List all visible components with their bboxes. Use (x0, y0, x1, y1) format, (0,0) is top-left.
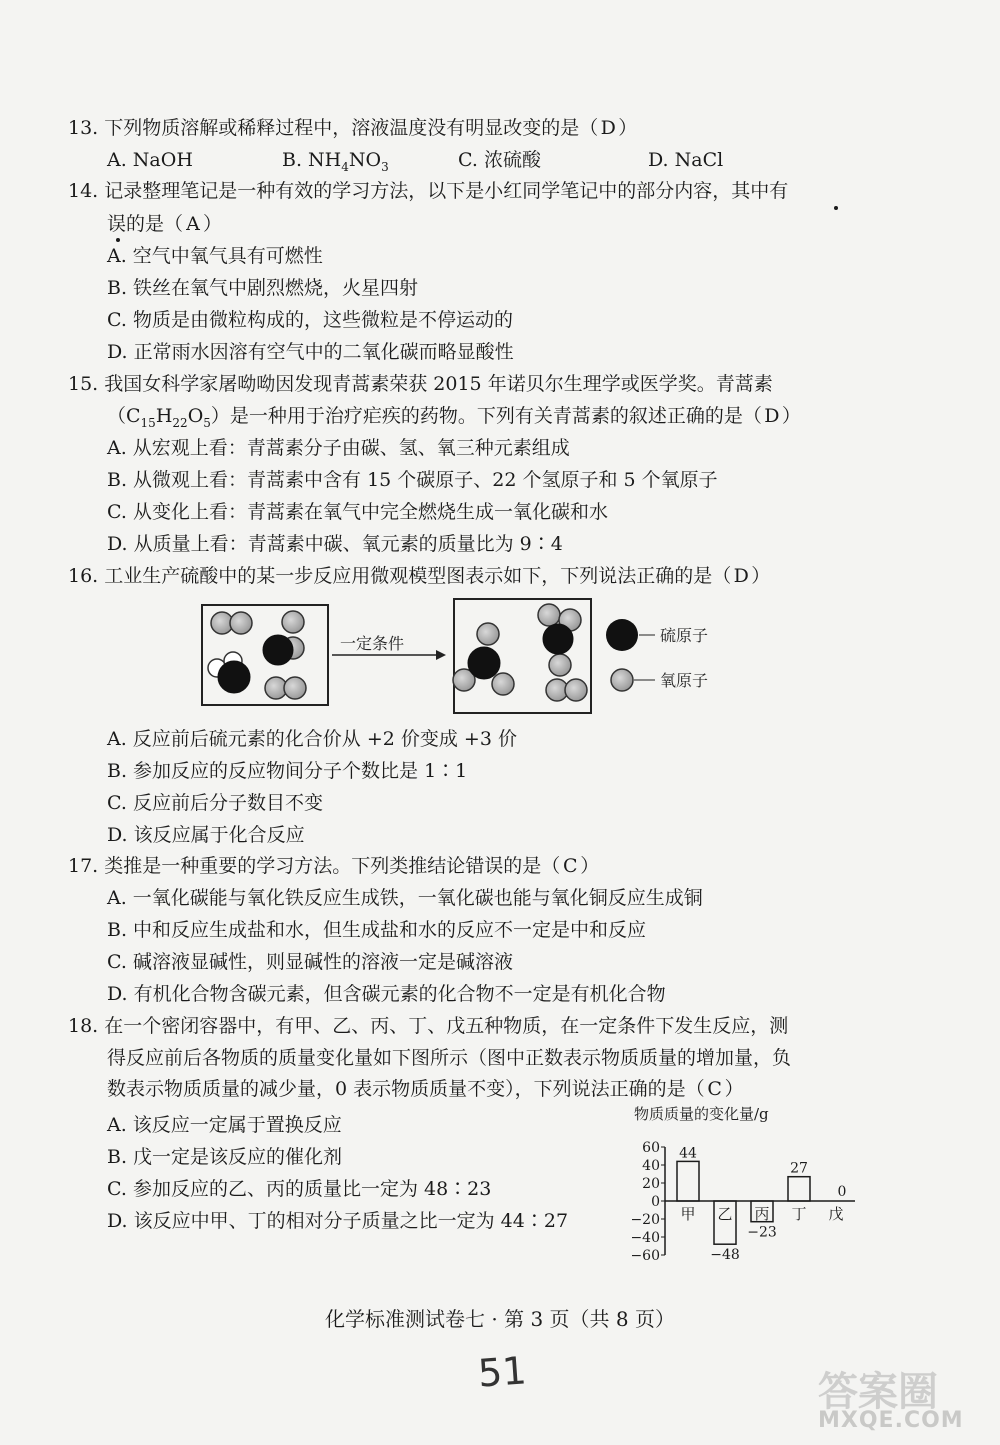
bar-value-label: 27 (790, 1160, 808, 1177)
watermark-logo: 答案圈 (818, 1369, 938, 1415)
q15-formula-o: O (187, 405, 204, 427)
bar-value-label: −48 (710, 1247, 740, 1264)
bar-value-label: 44 (679, 1145, 697, 1162)
handwritten-page-number: 51 (476, 1348, 528, 1396)
q15-formula-sub3: 5 (203, 415, 211, 430)
q18-option-c: C. 参加反应的乙、丙的质量比一定为 48∶23 (107, 1178, 492, 1200)
q14-option-d: D. 正常雨水因溶有空气中的二氧化碳而略显酸性 (107, 341, 514, 363)
q18-close: ） (724, 1078, 744, 1100)
q18-stem: 18. 在一个密闭容器中，有甲、乙、丙、丁、戊五种物质，在一定条件下发生反应，测 (68, 1015, 789, 1037)
q14-stem-line2 (107, 213, 222, 236)
page-footer: 化学标准测试卷七 · 第 3 页（共 8 页） (325, 1307, 675, 1331)
q16-answer: D (733, 565, 749, 587)
q14-stem2-text: 误的是（ (107, 213, 184, 235)
arrow-label: 一定条件 (340, 634, 405, 653)
q15-formula-h: H (155, 405, 173, 427)
q13-option-b-sub2: 3 (381, 159, 389, 174)
mass-change-bar-chart (620, 1103, 860, 1281)
q18-stem-line2: 得反应前后各物质的质量变化量如下图所示（图中正数表示物质质量的增加量，负 (107, 1047, 792, 1069)
q18-answer: C (707, 1078, 722, 1100)
q14-option-c: C. 物质是由微粒构成的，这些微粒是不停运动的 (107, 309, 513, 331)
q13-option-b-pre: B. NH (282, 149, 342, 171)
q13-close: ） (618, 117, 638, 139)
q13-option-a: A. NaOH (107, 149, 193, 171)
q16-option-a: A. 反应前后硫元素的化合价从 +2 价变成 +3 价 (107, 728, 517, 750)
product-molecule-so3 (453, 623, 514, 695)
q15-answer: D (764, 405, 780, 427)
q17-option-d: D. 有机化合物含碳元素，但含碳元素的化合物不一定是有机化合物 (107, 983, 666, 1005)
q13-stem (68, 117, 637, 140)
category-label: 丙 (754, 1205, 770, 1223)
y-tick-label: 60 (642, 1140, 660, 1156)
q17-option-b: B. 中和反应生成盐和水，但生成盐和水的反应不一定是中和反应 (107, 919, 647, 941)
product-molecule-so3 (538, 604, 581, 676)
category-label: 乙 (717, 1205, 733, 1223)
reaction-model-diagram (190, 597, 750, 719)
q13-option-b-mid: NO (348, 149, 382, 171)
chart-title: 物质质量的变化量/g (634, 1105, 769, 1123)
emphasis-dot (834, 206, 838, 210)
watermark (818, 1360, 988, 1440)
q17-answer: C (562, 855, 578, 877)
q15-option-c: C. 从变化上看：青蒿素在氧气中完全燃烧生成一氧化碳和水 (107, 501, 608, 523)
q17-option-c: C. 碱溶液显碱性，则显碱性的溶液一定是碱溶液 (107, 951, 513, 973)
arrow-head (436, 650, 446, 660)
q15-option-b: B. 从微观上看：青蒿素中含有 15 个碳原子、22 个氢原子和 5 个氧原子 (107, 469, 718, 491)
q16-stem-text: 16. 工业生产硫酸中的某一步反应用微观模型图表示如下，下列说法正确的是（ (68, 565, 732, 587)
category-label: 丁 (791, 1205, 807, 1223)
bar-丁 (788, 1177, 810, 1201)
q16-close: ） (751, 565, 771, 587)
q14-option-b: B. 铁丝在氧气中剧烈燃烧，火星四射 (107, 277, 419, 299)
y-tick-label: −60 (630, 1248, 660, 1264)
q15-stem2-text: ）是一种用于治疗疟疾的药物。下列有关青蒿素的叙述正确的是（ (210, 405, 762, 427)
q15-option-a: A. 从宏观上看：青蒿素分子由碳、氢、氧三种元素组成 (107, 437, 570, 459)
product-molecule-o2 (546, 679, 587, 701)
q13-answer: D (600, 117, 616, 139)
q15-formula-sub1: 15 (140, 415, 156, 430)
q13-option-c: C. 浓硫酸 (458, 149, 541, 171)
q16-option-c: C. 反应前后分子数目不变 (107, 792, 323, 814)
reactant-molecule-so2 (263, 611, 304, 665)
category-label: 甲 (680, 1205, 696, 1223)
bar-甲 (677, 1161, 699, 1201)
q17-stem (68, 855, 599, 878)
q18-stem-line3 (107, 1078, 744, 1101)
legend-oxygen-swatch (611, 669, 633, 691)
q14-stem: 14. 记录整理笔记是一种有效的学习方法，以下是小红同学笔记中的部分内容，其中有 (68, 180, 789, 202)
q17-option-a: A. 一氧化碳能与氧化铁反应生成铁，一氧化碳也能与氧化铜反应生成铜 (107, 887, 703, 909)
q14-close: ） (203, 213, 223, 235)
q18-stem3-text: 数表示物质质量的减少量，0 表示物质质量不变），下列说法正确的是（ (107, 1078, 705, 1100)
y-tick-label: 20 (642, 1176, 660, 1192)
q16-option-d: D. 该反应属于化合反应 (107, 824, 305, 846)
q18-option-d: D. 该反应中甲、丁的相对分子质量之比一定为 44∶27 (107, 1210, 569, 1232)
q15-close: ） (781, 405, 801, 427)
reactant-molecule-o2 (265, 677, 306, 699)
y-tick-label: 40 (642, 1158, 660, 1174)
q15-stem: 15. 我国女科学家屠呦呦因发现青蒿素荣获 2015 年诺贝尔生理学或医学奖。青蒿素 (68, 373, 773, 395)
q16-option-b: B. 参加反应的反应物间分子个数比是 1∶1 (107, 760, 468, 782)
category-label: 戊 (828, 1205, 844, 1223)
legend-sulfur-swatch (606, 619, 638, 651)
q15-formula-sub2: 22 (172, 415, 188, 430)
q16-stem (68, 565, 770, 588)
q15-stem-line2 (107, 405, 801, 430)
reactant-molecule-so2 (208, 652, 250, 693)
q13-stem-text: 13. 下列物质溶解或稀释过程中，溶液温度没有明显改变的是（ (68, 117, 599, 139)
q13-option-b (282, 149, 389, 174)
reactant-molecule-o2 (211, 612, 252, 634)
q14-option-a: A. 空气中氧气具有可燃性 (107, 245, 323, 267)
y-tick-label: −20 (630, 1212, 660, 1228)
bar-value-label: −23 (747, 1224, 777, 1241)
q13-option-b-sub1: 4 (341, 159, 349, 174)
watermark-site: MXQE.COM (818, 1408, 964, 1433)
legend-oxygen-label: 氧原子 (660, 671, 709, 690)
emphasis-dot (116, 238, 120, 242)
y-tick-label: −40 (630, 1230, 660, 1246)
q17-stem-text: 17. 类推是一种重要的学习方法。下列类推结论错误的是（ (68, 855, 561, 877)
q14-answer: A (186, 213, 200, 235)
y-tick-label: 0 (651, 1194, 660, 1210)
q18-option-b: B. 戊一定是该反应的催化剂 (107, 1146, 343, 1168)
bar-value-label: 0 (837, 1184, 847, 1200)
q17-close: ） (580, 855, 600, 877)
q15-option-d: D. 从质量上看：青蒿素中碳、氧元素的质量比为 9∶4 (107, 533, 563, 555)
legend-sulfur-label: 硫原子 (660, 626, 709, 645)
q15-formula-pre: （C (107, 405, 141, 427)
q18-option-a: A. 该反应一定属于置换反应 (107, 1114, 342, 1136)
q13-option-d: D. NaCl (648, 149, 724, 171)
